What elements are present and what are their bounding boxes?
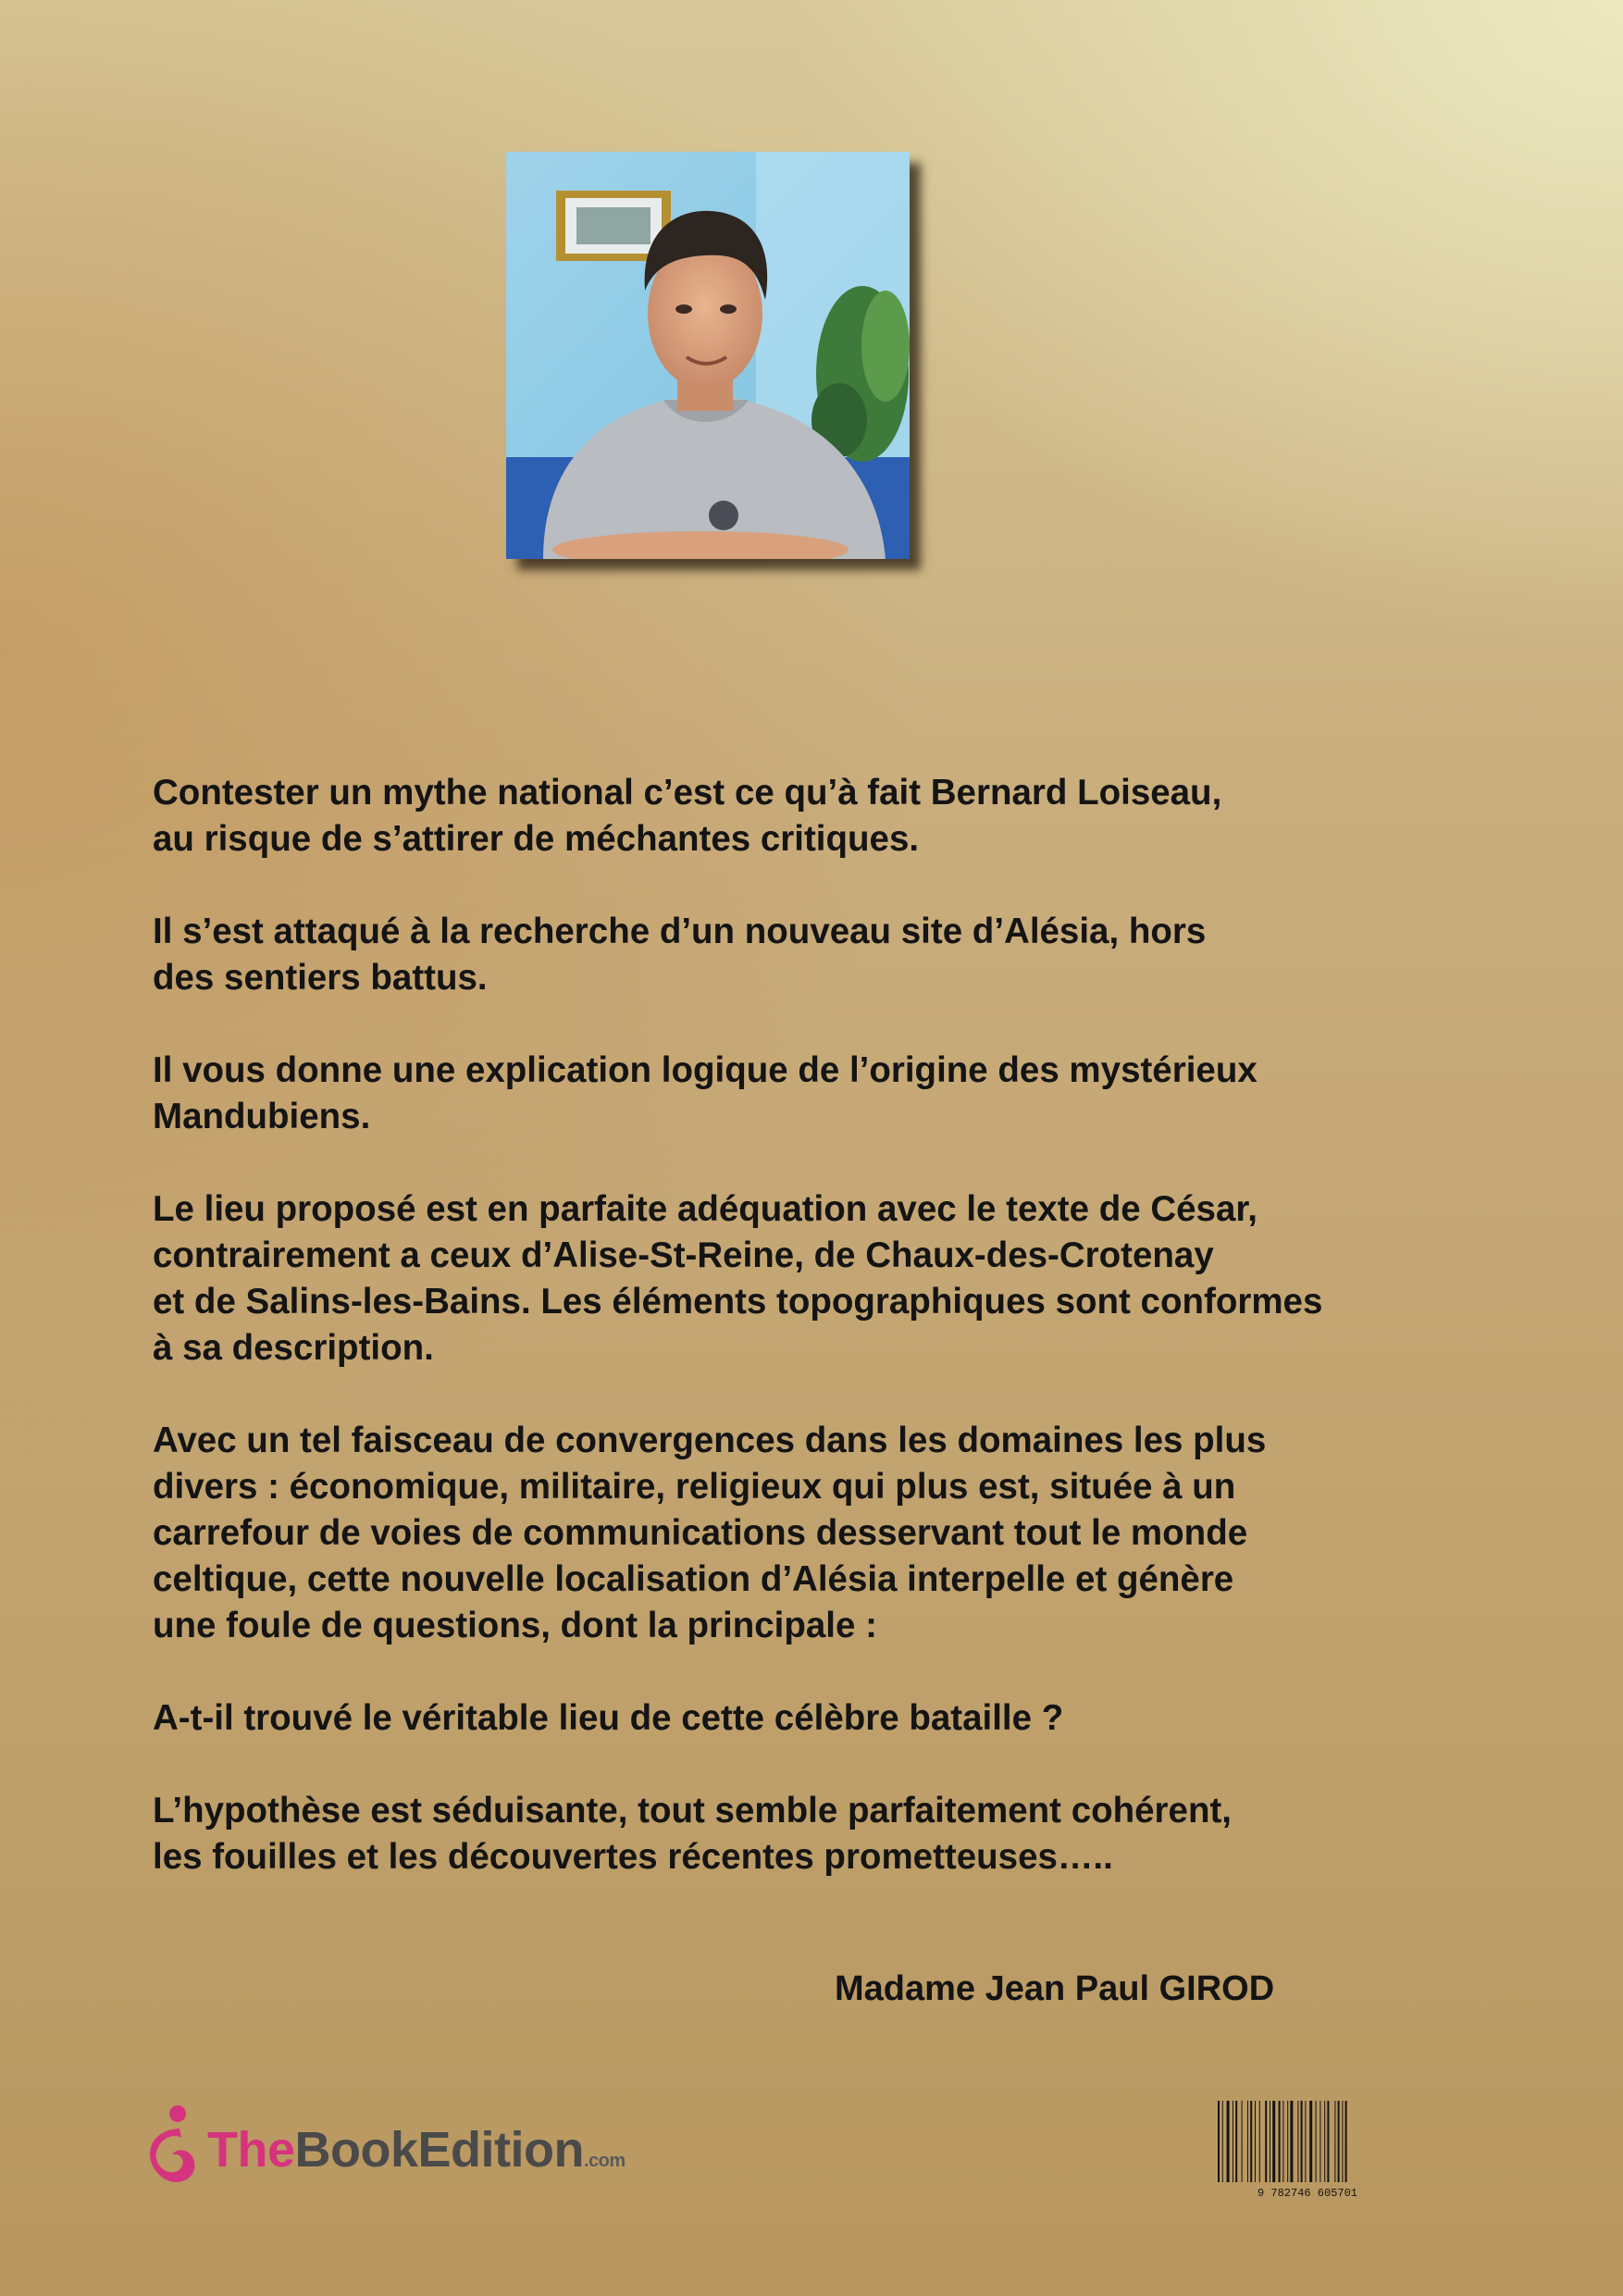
barcode-bar [1297,2101,1298,2182]
barcode-bar [1235,2101,1237,2182]
barcode-bar [1272,2101,1275,2182]
logo-text-the: The [207,2122,295,2178]
barcode-bar [1259,2101,1260,2182]
barcode-bar [1218,2101,1220,2182]
barcode-bar [1227,2101,1230,2182]
barcode-icon [1210,2101,1405,2199]
barcode-bar [1290,2101,1293,2182]
paragraph: Il vous donne une explication logique de l’origine des mystérieux Mandubiens. [153,1050,1258,1136]
barcode-bar [1309,2101,1312,2182]
isbn-barcode [1210,2101,1405,2199]
logo-text-tld: .com [583,2151,626,2171]
paragraph: Contester un mythe national c’est ce qu’à fait Bernard Loiseau, au risque de s’attirer de méchantes critiques. [153,773,1222,859]
barcode-bar [1324,2101,1325,2182]
barcode-bar [1250,2101,1252,2182]
barcode-bar [1334,2101,1335,2182]
barcode-bar [1345,2101,1347,2182]
author-photo [506,152,910,559]
barcode-bar [1319,2101,1320,2182]
paragraph: A-t-il trouvé le véritable lieu de cette célèbre bataille ? [153,1698,1064,1738]
portrait-photo [506,152,910,559]
barcode-bar [1316,2101,1317,2182]
signature: Madame Jean Paul GIROD [835,1969,1275,2008]
barcode-bar [1282,2101,1283,2182]
publisher-logo [139,2101,657,2193]
barcode-bar [1255,2101,1256,2182]
barcode-bar [1242,2101,1243,2182]
barcode-bar [1301,2101,1303,2182]
back-cover-text [153,770,1467,1927]
barcode-bar [1247,2101,1248,2182]
barcode-bar [1222,2101,1223,2182]
paragraph: L’hypothèse est séduisante, tout semble parfaitement cohérent, les fouilles et les découvertes récentes prometteuses….. [153,1791,1232,1877]
paragraph: Il s’est attaqué à la recherche d’un nouveau site d’Alésia, hors des sentiers battus. [153,912,1207,998]
paragraph: Avec un tel faisceau de convergences dans les domaines les plus divers : économique, militaire, religieux qui plus est, située à un carrefour de voies de communications desservant tout le monde celtique, cette nouvelle localisation d’Alésia interpelle et génère une foule de questions, dont la principale : [153,1421,1267,1645]
barcode-bar [1287,2101,1288,2182]
barcode-number: 9 782746 605701 [1257,2187,1358,2199]
barcode-bar [1279,2101,1281,2182]
paragraph: Le lieu proposé est en parfaite adéquation avec le texte de César, contrairement a ceux d’Alise-St-Reine, de Chaux-des-Crotenay et de Salins-les-Bains. Les éléments topographiques sont conformes à sa description. [153,1189,1323,1368]
barcode-bar [1342,2101,1343,2182]
book-edition-logo-icon [139,2101,204,2193]
barcode-bar [1265,2101,1267,2182]
barcode-bar [1327,2101,1329,2182]
logo-text-bookedition: BookEdition [294,2122,584,2178]
barcode-bar [1338,2101,1340,2182]
barcode-bar [1305,2101,1306,2182]
